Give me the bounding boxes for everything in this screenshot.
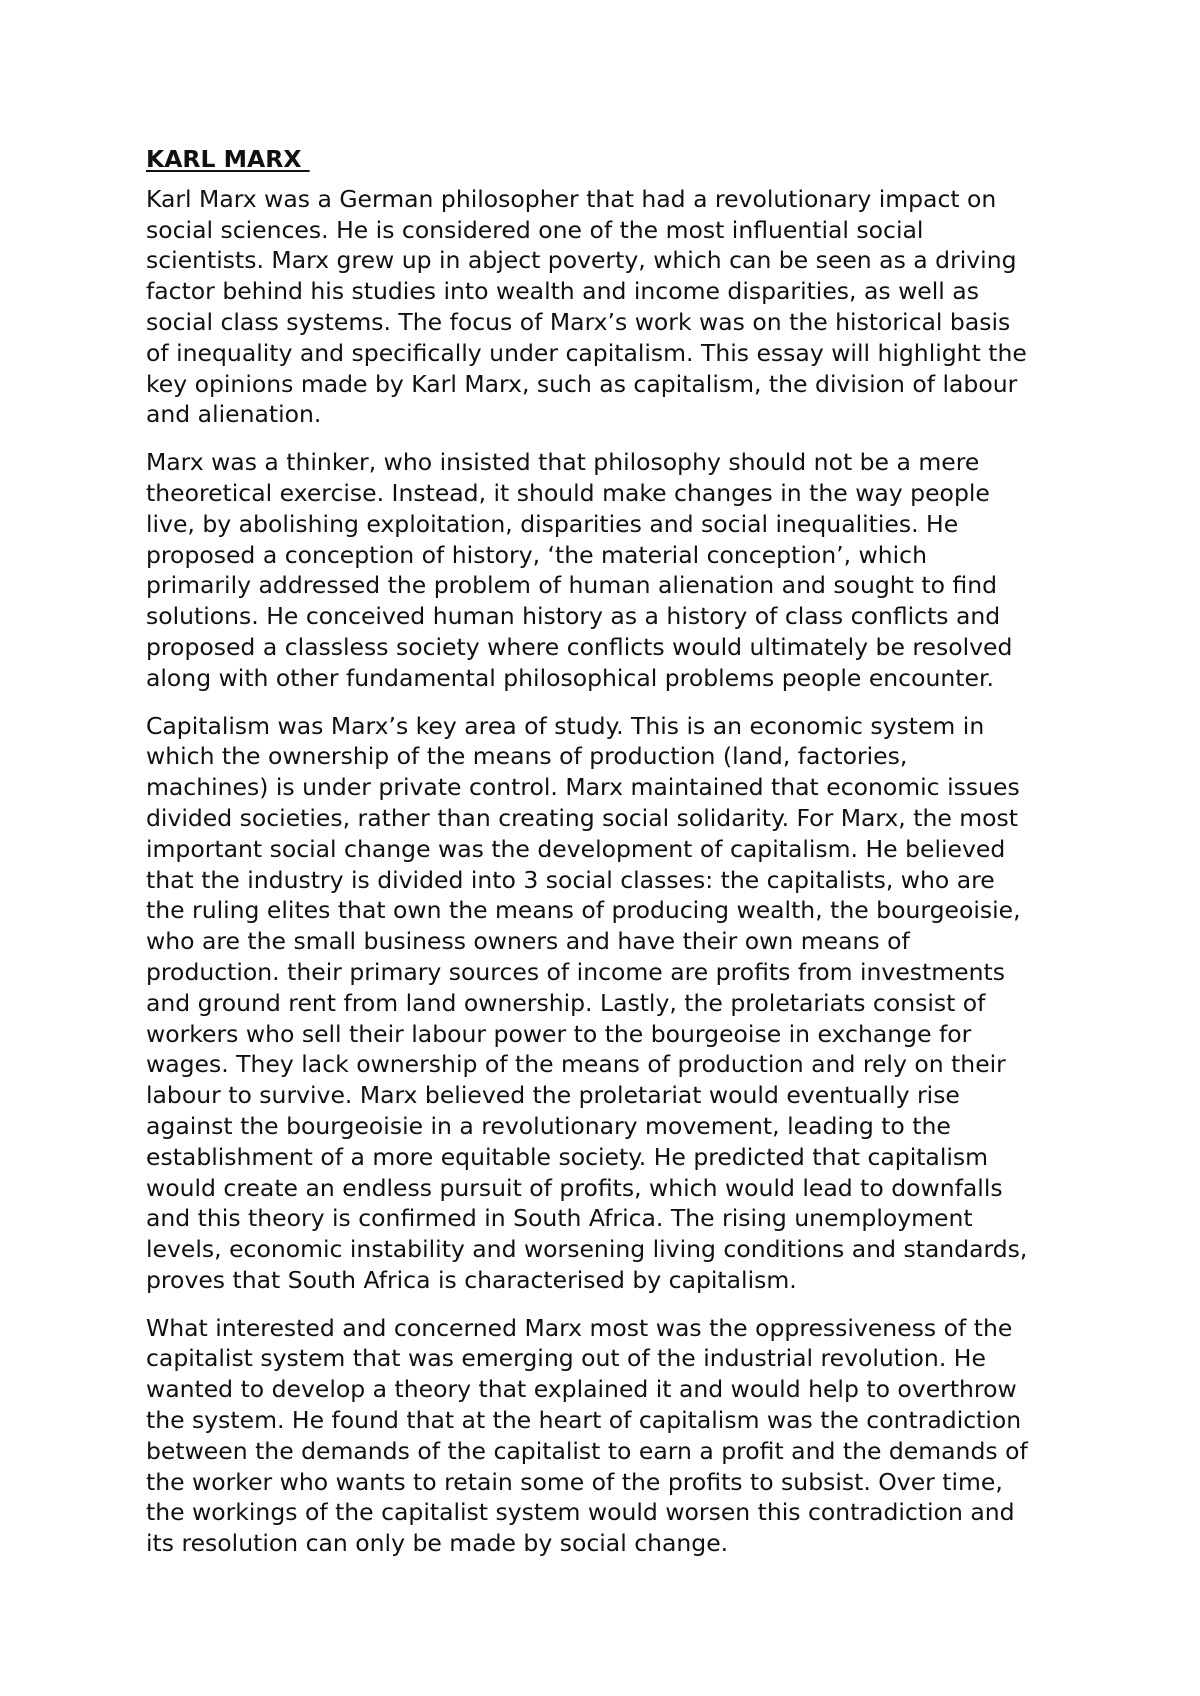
paragraph-line: Karl Marx was a German philosopher that had a revolutionary impact on	[146, 184, 997, 213]
paragraph-line: the workings of the capitalist system would worsen this contradiction and	[146, 1498, 1015, 1527]
paragraph-line: between the demands of the capitalist to earn a profit and the demands of	[146, 1436, 1028, 1465]
paragraph-line: Marx was a thinker, who insisted that philosophy should not be a mere	[146, 448, 980, 477]
paragraph-line: proves that South Africa is characterised by capitalism.	[146, 1265, 797, 1294]
paragraph-line: What interested and concerned Marx most was the oppressiveness of the	[146, 1313, 1013, 1342]
paragraph-line: which the ownership of the means of production (land, factories,	[146, 742, 908, 771]
paragraph-line: labour to survive. Marx believed the proletariat would eventually rise	[146, 1081, 960, 1110]
paragraph-line: of inequality and specifically under capitalism. This essay will highlight the	[146, 338, 1027, 367]
paragraph-line: proposed a classless society where conflicts would ultimately be resolved	[146, 632, 1013, 661]
paragraph-line: the worker who wants to retain some of the profits to subsist. Over time,	[146, 1467, 1003, 1496]
paragraph	[146, 184, 1076, 430]
paragraph-line: establishment of a more equitable society. He predicted that capitalism	[146, 1142, 989, 1171]
paragraph-line: social class systems. The focus of Marx’s work was on the historical basis	[146, 307, 1011, 336]
paragraph-list	[146, 184, 1076, 1559]
paragraph-line: capitalist system that was emerging out of the industrial revolution. He	[146, 1344, 986, 1373]
document-title: KARL MARX	[146, 145, 310, 173]
paragraph-line: theoretical exercise. Instead, it should make changes in the way people	[146, 478, 990, 507]
paragraph-line: and alienation.	[146, 400, 322, 429]
paragraph-line: production. their primary sources of income are profits from investments	[146, 957, 1005, 986]
paragraph-line: Capitalism was Marx’s key area of study. This is an economic system in	[146, 711, 985, 740]
paragraph-line: its resolution can only be made by social change.	[146, 1529, 729, 1558]
paragraph-line: and ground rent from land ownership. Lastly, the proletariats consist of	[146, 988, 986, 1017]
paragraph-line: the ruling elites that own the means of producing wealth, the bourgeoisie,	[146, 896, 1021, 925]
paragraph-line: solutions. He conceived human history as a history of class conflicts and	[146, 602, 1001, 631]
paragraph-line: workers who sell their labour power to the bourgeoise in exchange for	[146, 1019, 972, 1048]
paragraph-line: key opinions made by Karl Marx, such as capitalism, the division of labour	[146, 369, 1018, 398]
paragraph-line: scientists. Marx grew up in abject poverty, which can be seen as a driving	[146, 246, 1017, 275]
paragraph-line: against the bourgeoisie in a revolutionary movement, leading to the	[146, 1111, 951, 1140]
paragraph-line: the system. He found that at the heart of capitalism was the contradiction	[146, 1406, 1022, 1435]
document-body	[146, 144, 1076, 1576]
paragraph	[146, 711, 1076, 1296]
paragraph-line: social sciences. He is considered one of the most influential social	[146, 215, 924, 244]
paragraph-line: proposed a conception of history, ‘the material conception’, which	[146, 540, 927, 569]
paragraph-line: machines) is under private control. Marx maintained that economic issues	[146, 773, 1020, 802]
paragraph	[146, 447, 1076, 693]
paragraph-line: would create an endless pursuit of profits, which would lead to downfalls	[146, 1173, 1003, 1202]
paragraph-line: wanted to develop a theory that explained it and would help to overthrow	[146, 1375, 1017, 1404]
paragraph-line: divided societies, rather than creating social solidarity. For Marx, the most	[146, 803, 1019, 832]
paragraph-line: that the industry is divided into 3 social classes: the capitalists, who are	[146, 865, 995, 894]
paragraph-line: along with other fundamental philosophical problems people encounter.	[146, 663, 994, 692]
paragraph-line: live, by abolishing exploitation, disparities and social inequalities. He	[146, 509, 959, 538]
paragraph-line: levels, economic instability and worsening living conditions and standards,	[146, 1235, 1028, 1264]
paragraph-line: wages. They lack ownership of the means of production and rely on their	[146, 1050, 1006, 1079]
paragraph-line: and this theory is confirmed in South Africa. The rising unemployment	[146, 1204, 973, 1233]
paragraph-line: who are the small business owners and have their own means of	[146, 927, 910, 956]
paragraph-line: factor behind his studies into wealth and income disparities, as well as	[146, 277, 979, 306]
paragraph-line: primarily addressed the problem of human alienation and sought to find	[146, 571, 998, 600]
paragraph	[146, 1313, 1076, 1559]
paragraph-line: important social change was the development of capitalism. He believed	[146, 834, 1006, 863]
